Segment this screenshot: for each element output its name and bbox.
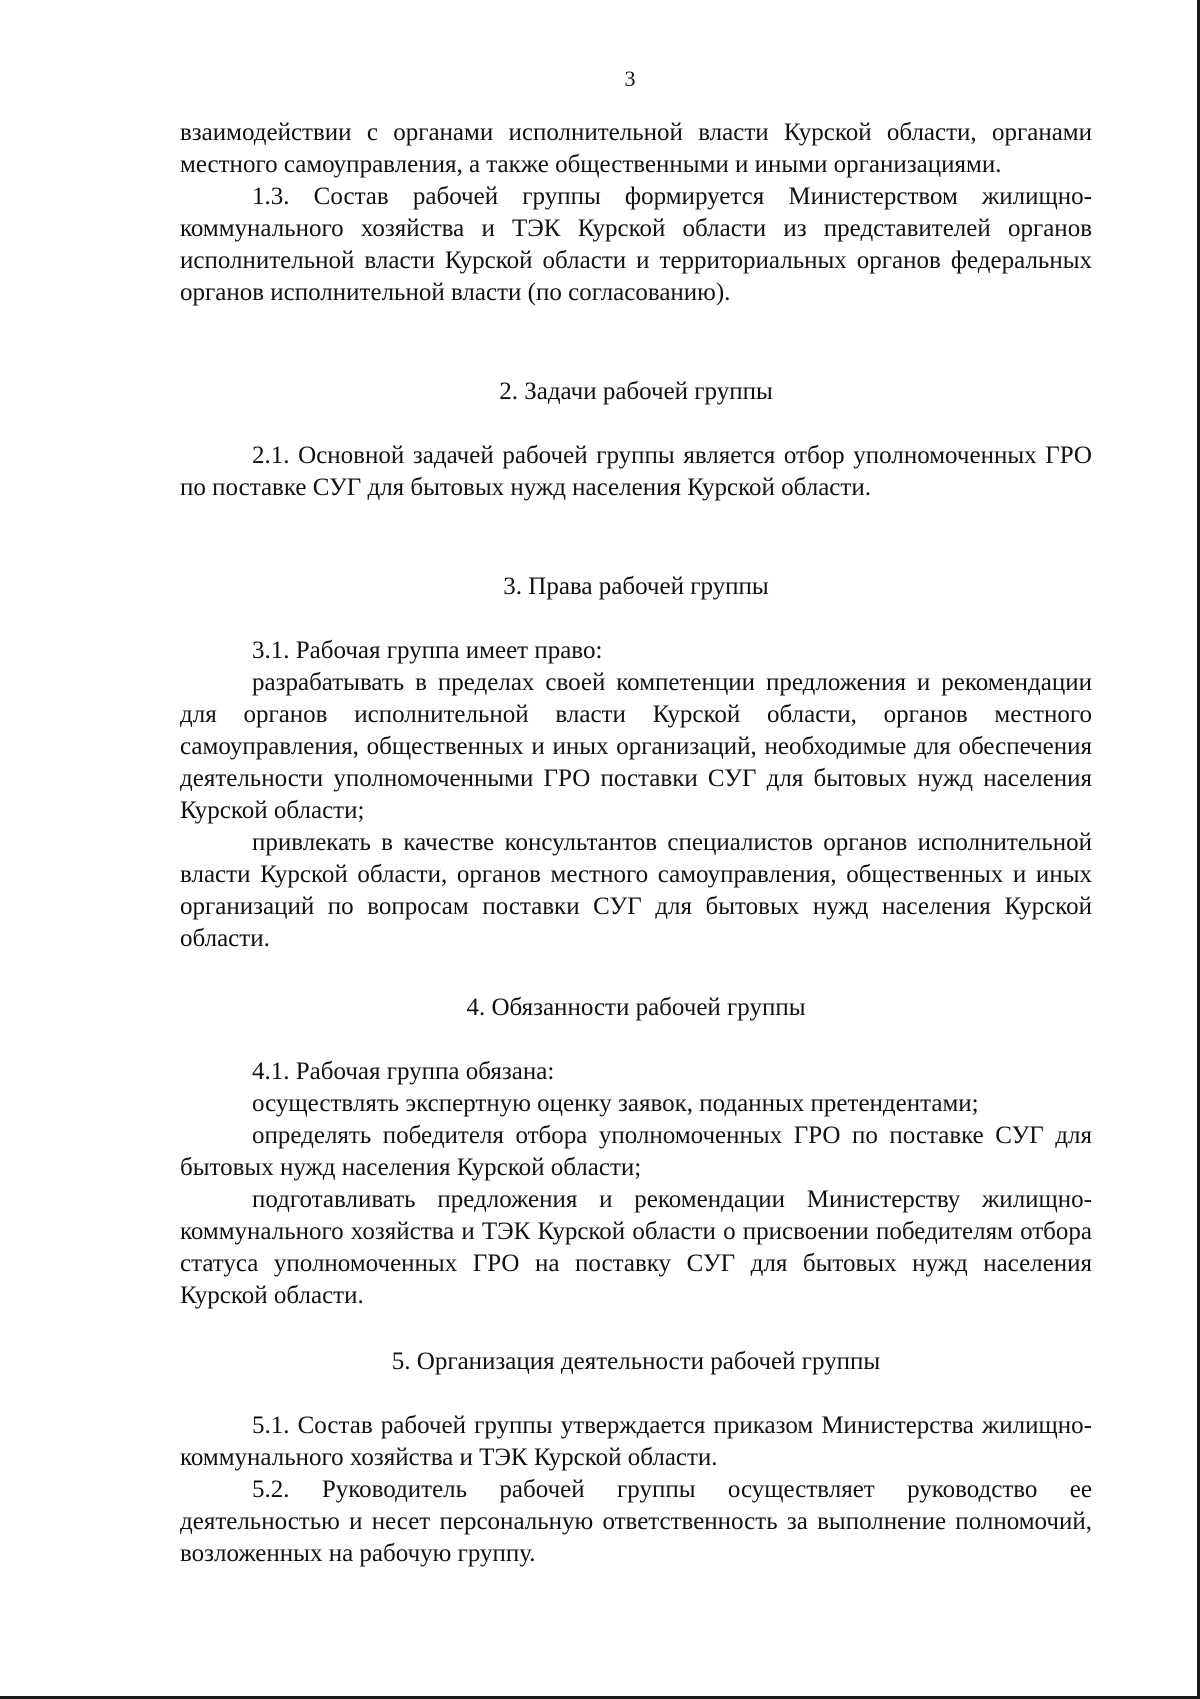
paragraph-1-3: 1.3. Состав рабочей группы формируется Министерством жилищно-коммунального хозяйства и ТЭК Курской области из представителей органов исполнительной власти Курской области и территориальных органов федеральных органов исполнительной власти (по согласованию). [180, 183, 1092, 306]
paragraph-4-1: 4.1. Рабочая группа обязана: [252, 1058, 555, 1085]
paragraph-3-1: 3.1. Рабочая группа имеет право: [252, 637, 603, 664]
paragraph-3-1-a: разрабатывать в пределах своей компетенции предложения и рекомендации для органов исполнительной власти Курской области, органов местного самоуправления, общественных и иных организаций, необходимые для обеспечения деятельности уполномоченными ГРО поставки СУГ для бытовых нужд населения Курской области; [180, 669, 1092, 824]
paragraph-5-2: 5.2. Руководитель рабочей группы осуществляет руководство ее деятельностью и несет персональную ответственность за выполнение полномочий, возложенных на рабочую группу. [180, 1476, 1092, 1567]
paragraph-4-1-a: осуществлять экспертную оценку заявок, поданных претендентами; [252, 1090, 979, 1117]
heading-section-5: 5. Организация деятельности рабочей группы [391, 1348, 881, 1375]
paragraph-continuation: взаимодействии с органами исполнительной власти Курской области, органами местного самоуправления, а также общественными и иными организациями. [180, 119, 1092, 178]
section-2-block [180, 440, 1092, 504]
section-3-block [180, 635, 1092, 955]
paragraph-5-1: 5.1. Состав рабочей группы утверждается приказом Министерства жилищно-коммунального хозяйства и ТЭК Курской области. [180, 1412, 1092, 1471]
paragraph-4-1-b: определять победителя отбора уполномоченных ГРО по поставке СУГ для бытовых нужд населения Курской области; [180, 1122, 1092, 1181]
heading-section-3: 3. Права рабочей группы [503, 573, 769, 600]
heading-section-2: 2. Задачи рабочей группы [499, 378, 773, 405]
section-5-block [180, 1410, 1092, 1570]
heading-section-4: 4. Обязанности рабочей группы [466, 994, 806, 1021]
paragraph-3-1-b: привлекать в качестве консультантов специалистов органов исполнительной власти Курской области, органов местного самоуправления, общественных и иных организаций по вопросам поставки СУГ для бытовых нужд населения Курской области. [180, 829, 1092, 952]
paragraph-2-1: 2.1. Основной задачей рабочей группы является отбор уполномоченных ГРО по поставке СУГ для бытовых нужд населения Курской области. [180, 442, 1092, 501]
intro-block [180, 117, 1092, 309]
paragraph-4-1-c: подготавливать предложения и рекомендации Министерству жилищно-коммунального хозяйства и ТЭК Курской области о присвоении победителям отбора статуса уполномоченных ГРО на поставку СУГ для бытовых нужд населения Курской области. [180, 1186, 1092, 1309]
section-4-block [180, 1056, 1092, 1312]
page-number: 3 [624, 66, 636, 91]
